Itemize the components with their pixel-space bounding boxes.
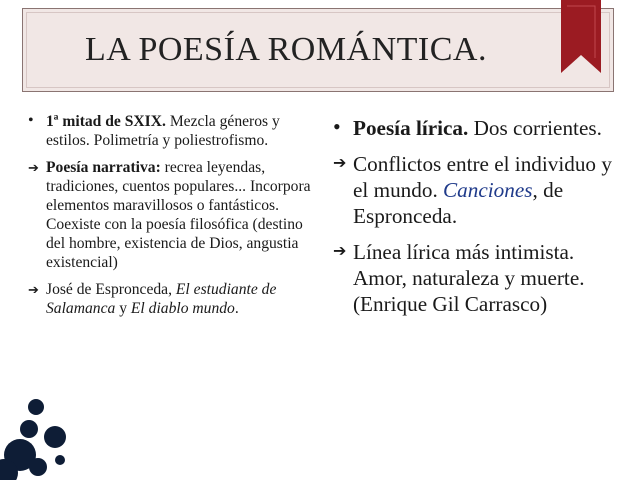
page-title: LA POESÍA ROMÁNTICA. (85, 31, 487, 68)
list-item (333, 239, 623, 317)
arrow-icon: ➔ (28, 160, 39, 175)
book-title: El diablo mundo (130, 300, 235, 317)
item-text: José de Espronceda, (46, 281, 176, 298)
arrow-icon: ➔ (28, 282, 39, 297)
item-text: y (115, 300, 131, 317)
left-column (28, 112, 313, 326)
list-item (28, 158, 313, 272)
bullet-icon: • (28, 112, 34, 129)
item-text: Mezcla géneros y estilos. Polimetría y poliestrofismo. (46, 113, 280, 149)
book-title: El estudiante de Salamanca (46, 281, 277, 317)
bullet-icon: • (333, 114, 341, 139)
item-text: Conflictos entre el individuo y el mundo. (353, 152, 612, 202)
title-box (22, 8, 614, 92)
list-item (333, 151, 623, 229)
item-text: Dos corrientes. (468, 116, 602, 140)
bookmark-ribbon-icon (561, 0, 601, 73)
arrow-icon: ➔ (333, 243, 347, 260)
book-title: Canciones (443, 178, 533, 202)
item-text: , de Espronceda. (353, 178, 564, 228)
list-item (28, 112, 313, 150)
item-text: Línea lírica más intimista. Amor, naturaleza y muerte. (Enrique Gil Carrasco) (353, 240, 585, 316)
item-text: . (234, 300, 239, 317)
item-heading: 1ª mitad de SXIX. (46, 113, 166, 130)
right-column (333, 115, 623, 327)
list-item (28, 280, 313, 318)
ink-blots-decoration (0, 395, 90, 480)
arrow-icon: ➔ (333, 155, 347, 172)
list-item (333, 115, 623, 141)
item-heading: Poesía narrativa: (46, 159, 161, 176)
item-heading: Poesía lírica. (353, 116, 469, 140)
item-text: recrea leyendas, tradiciones, cuentos populares... Incorpora elementos maravillosos o fantásticos. Coexiste con la poesía filosófica (destino del hombre, existencia de Dios, angustia existencial) (46, 159, 311, 271)
